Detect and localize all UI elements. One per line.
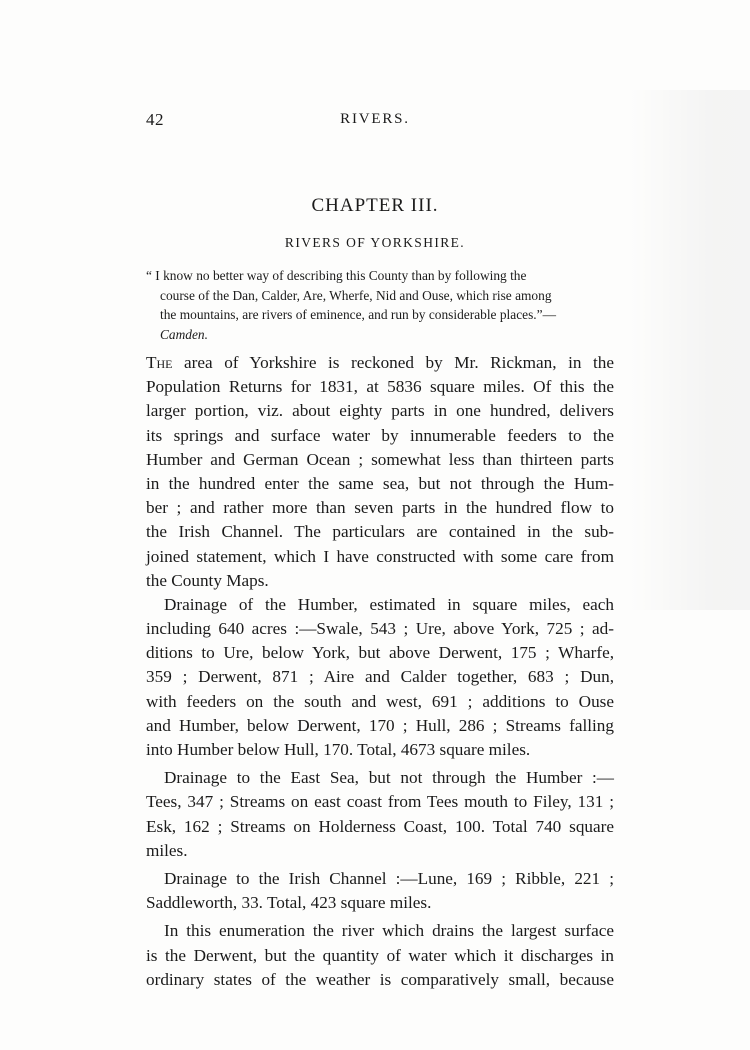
paragraph-line: Saddleworth, 33. Total, 423 square miles. bbox=[146, 893, 432, 913]
page-show-through bbox=[630, 90, 750, 610]
page-number: 42 bbox=[146, 110, 164, 129]
paragraph-line: 359 ; Derwent, 871 ; Aire and Calder together, 683 ; Dun, bbox=[146, 667, 614, 687]
chapter-subheading: RIVERS OF YORKSHIRE. bbox=[284, 235, 466, 250]
paragraph-line: the County Maps. bbox=[146, 570, 269, 590]
running-title: RIVERS. bbox=[340, 111, 410, 127]
epigraph-line: course of the Dan, Calder, Are, Wherfe, Nid and Ouse, which rise among bbox=[160, 287, 552, 303]
paragraph-opening-word: The bbox=[146, 353, 173, 372]
paragraph-line: the Irish Channel. The particulars are contained in the sub- bbox=[146, 522, 614, 542]
paragraph-line: in the hundred enter the same sea, but not through the Hum- bbox=[146, 473, 614, 493]
paragraph-line: Population Returns for 1831, at 5836 square miles. Of this the bbox=[146, 377, 614, 397]
paragraph-line bbox=[146, 351, 614, 375]
paragraph-line: Drainage to the Irish Channel :—Lune, 169 ; Ribble, 221 ; bbox=[164, 868, 614, 888]
running-head bbox=[146, 110, 604, 132]
paragraph-line: ordinary states of the weather is comparatively small, because bbox=[146, 969, 614, 989]
paragraph-line: into Humber below Hull, 170. Total, 4673 square miles. bbox=[146, 740, 531, 759]
paragraph-line: larger portion, viz. about eighty parts in one hundred, delivers bbox=[146, 401, 614, 421]
paragraph-line: Tees, 347 ; Streams on east coast from Tees mouth to Filey, 131 ; bbox=[146, 792, 614, 812]
chapter-heading: CHAPTER III. bbox=[311, 195, 439, 216]
paragraph-line: including 640 acres :—Swale, 543 ; Ure, above York, 725 ; ad- bbox=[146, 619, 614, 639]
paragraph-line: ber ; and rather more than seven parts in the hundred flow to bbox=[146, 498, 614, 518]
body-text bbox=[146, 351, 614, 992]
paragraph-line: Drainage to the East Sea, but not through the Humber :— bbox=[164, 768, 614, 788]
epigraph bbox=[146, 266, 618, 344]
paragraph-line: In this enumeration the river which drains the largest surface bbox=[164, 921, 614, 941]
epigraph-attribution: Camden. bbox=[160, 326, 208, 342]
paragraph-line: Drainage of the Humber, estimated in square miles, each bbox=[164, 594, 614, 614]
paragraph-line: joined statement, which I have constructed with some care from bbox=[146, 546, 614, 566]
epigraph-line: “ I know no better way of describing this County than by following the bbox=[146, 268, 527, 283]
paragraph-line: is the Derwent, but the quantity of water which it discharges in bbox=[146, 945, 614, 965]
paragraph-line-text: area of Yorkshire is reckoned by Mr. Rickman, in the bbox=[172, 353, 614, 372]
paragraph-line: miles. bbox=[146, 840, 188, 860]
epigraph-line: the mountains, are rivers of eminence, and run by considerable places.”— bbox=[160, 307, 556, 322]
paragraph-line: with feeders on the south and west, 691 ; additions to Ouse bbox=[146, 691, 614, 711]
paragraph-line: ditions to Ure, below York, but above Derwent, 175 ; Wharfe, bbox=[146, 643, 614, 663]
paragraph-line: and Humber, below Derwent, 170 ; Hull, 286 ; Streams falling bbox=[146, 715, 614, 735]
paragraph-line: Esk, 162 ; Streams on Holderness Coast, 100. Total 740 square bbox=[146, 816, 614, 836]
paragraph-line: its springs and surface water by innumerable feeders to the bbox=[146, 425, 614, 445]
paragraph-line: Humber and German Ocean ; somewhat less than thirteen parts bbox=[146, 449, 614, 469]
